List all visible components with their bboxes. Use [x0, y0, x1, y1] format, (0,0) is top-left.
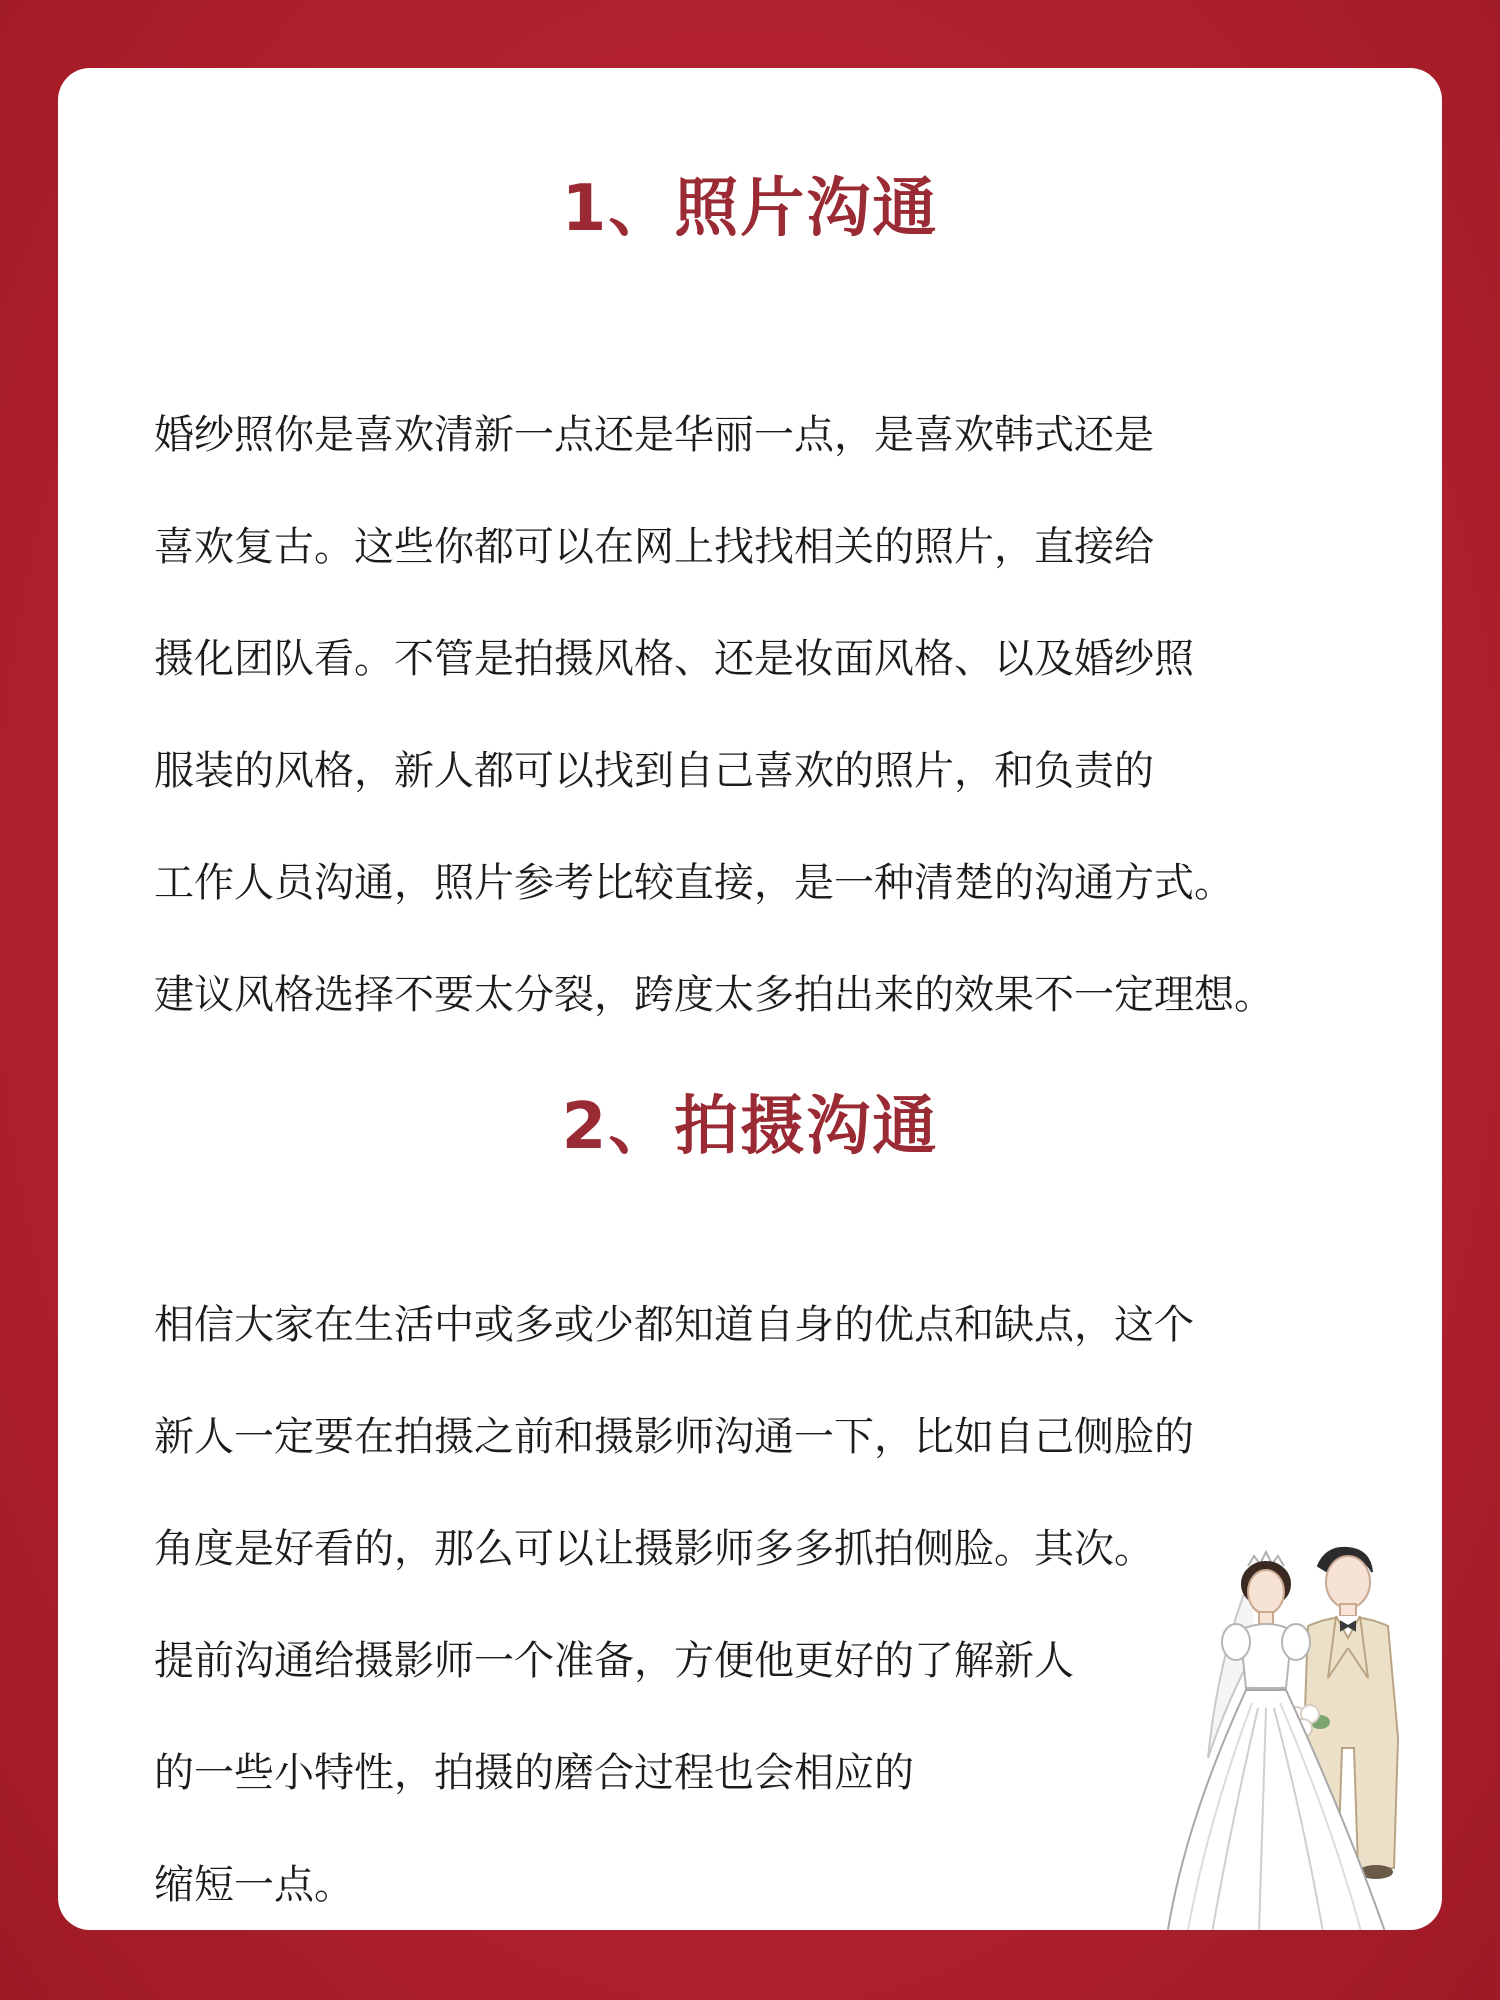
text-line: 喜欢复古。这些你都可以在网上找找相关的照片，直接给	[154, 524, 1154, 570]
text-line: 服装的风格，新人都可以找到自己喜欢的照片，和负责的	[154, 748, 1154, 794]
text-line: 新人一定要在拍摄之前和摄影师沟通一下，比如自己侧脸的	[154, 1414, 1194, 1460]
content-card	[58, 68, 1442, 1930]
text-line: 角度是好看的，那么可以让摄影师多多抓拍侧脸。其次。	[154, 1526, 1154, 1572]
text-line: 摄化团队看。不管是拍摄风格、还是妆面风格、以及婚纱照	[154, 636, 1194, 682]
text-line: 相信大家在生活中或多或少都知道自身的优点和缺点，这个	[154, 1302, 1194, 1348]
text-line: 提前沟通给摄影师一个准备，方便他更好的了解新人	[154, 1638, 1074, 1684]
paragraph-photo-communication	[154, 379, 1424, 1051]
text-line: 建议风格选择不要太分裂，跨度太多拍出来的效果不一定理想。	[154, 972, 1274, 1018]
text-line: 工作人员沟通，照片参考比较直接，是一种清楚的沟通方式。	[154, 860, 1234, 906]
text-line: 的一些小特性，拍摄的磨合过程也会相应的	[154, 1750, 914, 1796]
wedding-couple-illustration	[1158, 1538, 1438, 1930]
section-title-shooting-communication: 2、拍摄沟通	[561, 1090, 939, 1164]
text-line: 婚纱照你是喜欢清新一点还是华丽一点，是喜欢韩式还是	[154, 412, 1154, 458]
section-title-photo-communication: 1、照片沟通	[561, 172, 939, 246]
text-line: 缩短一点。	[154, 1862, 354, 1908]
